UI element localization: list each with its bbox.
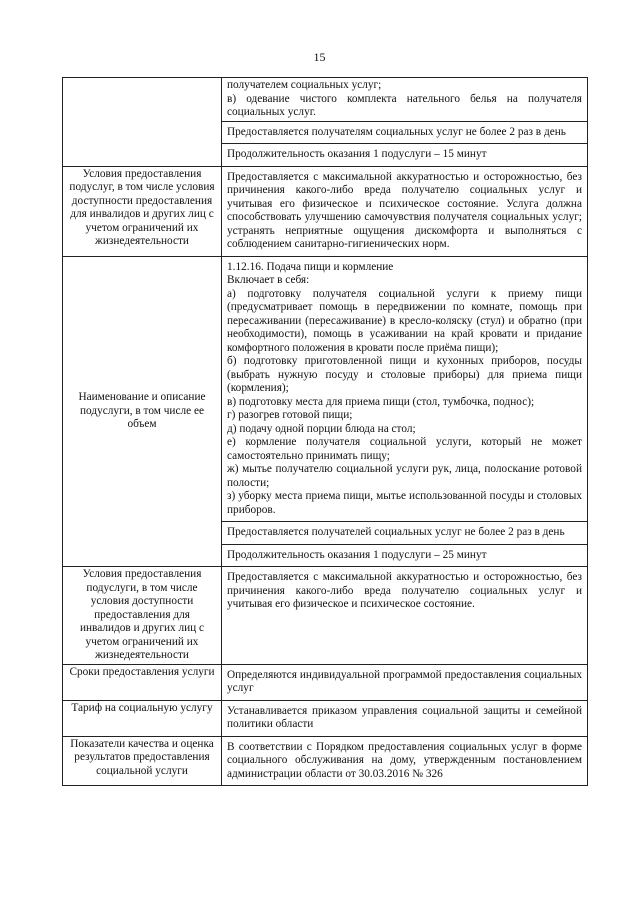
list-item: Включает в себя:: [227, 274, 310, 286]
table-row: [63, 736, 588, 786]
quality-label: Показатели качества и оценка результатов предоставления социальной услуги: [63, 736, 222, 786]
list-item: в) подготовку места для приема пищи (стол, тумбочка, поднос);: [227, 395, 535, 408]
services-table: [62, 77, 588, 786]
table-row: [63, 166, 588, 256]
table-row: [63, 78, 588, 122]
frequency-text: Предоставляется получателям социальных услуг не более 2 раз в день: [222, 121, 588, 144]
duration-text: Продолжительность оказания 1 подуслуги – 25 минут: [222, 544, 588, 567]
row-label-empty: [63, 78, 222, 167]
conditions-label: Условия предоставления подуслуги, в том числе условия доступности предоставления для инвалидов и других лиц с учетом ограничений их жизнедеятельности: [63, 567, 222, 665]
table-row: [63, 256, 588, 522]
conditions-text: Предоставляется с максимальной аккуратностью и осторожностью, без причинения какого-либо вреда получателю социальных услуг и учитывая его физическое и психическое состояние. Услуга должна способствовать улучшению самочувствия получателя социальных услуг; устранять неприятные ощущения дискомфорта и выполняться с соблюдением санитарно-гигиенических норм.: [222, 166, 588, 256]
row-text-continuation: [222, 78, 588, 122]
text-line: в) одевание чистого комплекта нательного белья на получателя социальных услуг.: [227, 92, 582, 118]
list-item: з) уборку места приема пищи, мытье использованной посуды и столовых приборов.: [227, 490, 582, 516]
duration-text: Продолжительность оказания 1 подуслуги – 15 минут: [222, 144, 588, 167]
list-item: е) кормление получателя социальной услуги, который не может самостоятельно принимать пищу;: [227, 436, 582, 462]
description-label: Наименование и описание подуслуги, в том числе ее объем: [63, 256, 222, 567]
list-item: ж) мытье получателю социальной услуги рук, лица, полоскание ротовой полости;: [227, 463, 582, 489]
tariff-label: Тариф на социальную услугу: [63, 700, 222, 736]
table-row: [63, 664, 588, 700]
tariff-text: Устанавливается приказом управления социальной защиты и семейной политики области: [222, 700, 588, 736]
frequency-text: Предоставляется получателей социальных услуг не более 2 раз в день: [222, 522, 588, 545]
table-row: [63, 700, 588, 736]
conditions-label: Условия предоставления подуслуг, в том числе условия доступности предоставления для инвалидов и других лиц с учетом ограничений их жизнедеятельности: [63, 166, 222, 256]
list-item: а) подготовку получателя социальной услуги к приему пищи (предусматривает помощь в передвижении по комнате, помощь при пересаживании (пересаживание) в кресло-коляску (стул) и обратно (при необходимости), помощь в усаживании на край кровати и придание комфортного положения в кровати после приёма пищи);: [227, 287, 582, 354]
list-item: б) подготовку приготовленной пищи и кухонных приборов, посуды (выбрать нужную посуду и столовые приборы) для приема пищи (кормления);: [227, 355, 582, 394]
page-number: 15: [313, 50, 326, 64]
list-item: г) разогрев готовой пищи;: [227, 409, 353, 421]
list-item: д) подачу одной порции блюда на стол;: [227, 422, 416, 435]
subservice-title: 1.12.16. Подача пищи и кормление: [227, 260, 394, 273]
table-row: [63, 567, 588, 665]
conditions-text: Предоставляется с максимальной аккуратностью и осторожностью, без причинения какого-либо вреда получателю социальных услуг и учитывая его физическое и психическое состояние.: [222, 567, 588, 665]
terms-text: Определяются индивидуальной программой предоставления социальных услуг: [222, 664, 588, 700]
description-text: [222, 256, 588, 522]
text-line: получателем социальных услуг;: [227, 79, 382, 91]
quality-text: В соответствии с Порядком предоставления социальных услуг в форме социального обслуживания на дому, утвержденным постановлением администрации области от 30.03.2016 № 326: [222, 736, 588, 786]
terms-label: Сроки предоставления услуги: [63, 664, 222, 700]
